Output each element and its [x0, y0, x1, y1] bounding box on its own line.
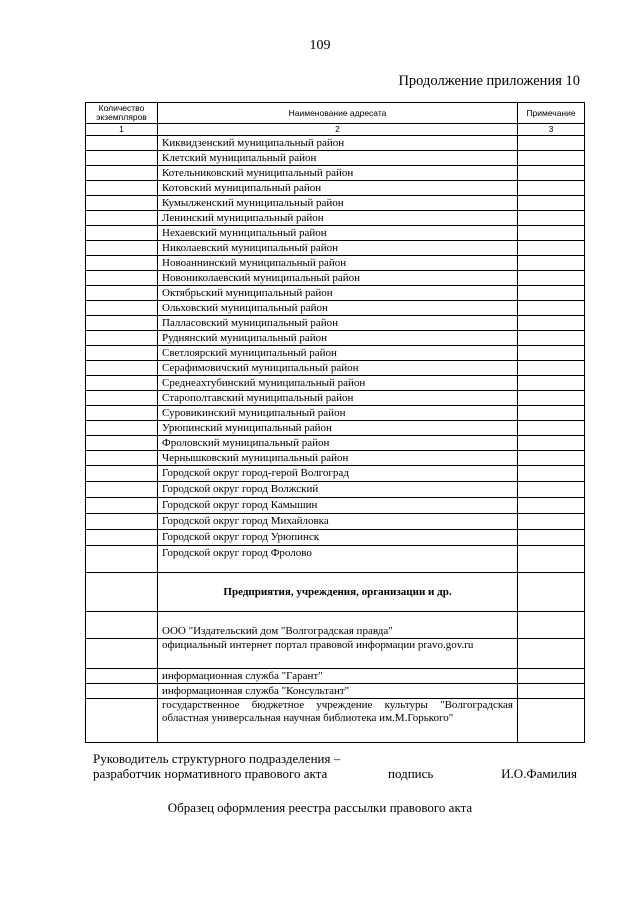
note-cell — [518, 530, 585, 546]
note-cell — [518, 286, 585, 301]
table-row — [86, 166, 585, 181]
note-cell — [518, 136, 585, 151]
recipient-name: Ольховский муниципальный район — [158, 301, 518, 316]
copies-cell — [86, 451, 158, 466]
copies-cell — [86, 546, 158, 573]
copies-cell — [86, 331, 158, 346]
table-row — [86, 514, 585, 530]
copies-cell — [86, 241, 158, 256]
recipient-name: Городской округ город Урюпинск — [158, 530, 518, 546]
note-cell — [518, 498, 585, 514]
note-cell — [518, 346, 585, 361]
recipient-name: информационная служба "Консультант" — [158, 684, 518, 699]
table-row — [86, 406, 585, 421]
recipient-name: Нехаевский муниципальный район — [158, 226, 518, 241]
recipient-name: Фроловский муниципальный район — [158, 436, 518, 451]
table-row — [86, 226, 585, 241]
copies-cell — [86, 406, 158, 421]
copies-cell — [86, 436, 158, 451]
table-row — [86, 196, 585, 211]
recipient-name: ООО "Издательский дом "Волгоградская правда" — [158, 612, 518, 639]
note-cell — [518, 361, 585, 376]
table-row — [86, 376, 585, 391]
recipient-name: Октябрьский муниципальный район — [158, 286, 518, 301]
table-row — [86, 286, 585, 301]
recipient-name: Городской округ город-герой Волгоград — [158, 466, 518, 482]
signature-block — [93, 751, 583, 781]
note-cell — [518, 271, 585, 286]
recipient-name: Чернышковский муниципальный район — [158, 451, 518, 466]
recipient-name: Котельниковский муниципальный район — [158, 166, 518, 181]
note-cell — [518, 376, 585, 391]
note-cell — [518, 181, 585, 196]
recipient-name: государственное бюджетное учреждение культуры "Волгоградская областная универсальная научная библиотека им.М.Горького" — [158, 699, 518, 743]
copies-cell — [86, 226, 158, 241]
note-cell — [518, 639, 585, 669]
table-row — [86, 331, 585, 346]
note-cell — [518, 316, 585, 331]
recipient-name: Новониколаевский муниципальный район — [158, 271, 518, 286]
table-row — [86, 421, 585, 436]
table-row — [86, 181, 585, 196]
header-recipient: Наименование адресата — [158, 103, 518, 124]
note-cell — [518, 391, 585, 406]
table-row — [86, 436, 585, 451]
copies-cell — [86, 391, 158, 406]
table-row — [86, 346, 585, 361]
col-number-1: 1 — [86, 124, 158, 136]
recipient-name: Серафимовичский муниципальный район — [158, 361, 518, 376]
signature-name: И.О.Фамилия — [501, 766, 577, 781]
copies-cell — [86, 151, 158, 166]
recipient-name: Старополтавский муниципальный район — [158, 391, 518, 406]
recipient-name: Ленинский муниципальный район — [158, 211, 518, 226]
note-cell — [518, 699, 585, 743]
recipient-name: Городской округ город Волжский — [158, 482, 518, 498]
note-cell — [518, 331, 585, 346]
table-row — [86, 612, 585, 639]
table-row — [86, 271, 585, 286]
copies-cell — [86, 514, 158, 530]
copies-cell — [86, 316, 158, 331]
copies-cell — [86, 612, 158, 639]
recipient-name: Николаевский муниципальный район — [158, 241, 518, 256]
section-title: Предприятия, учреждения, организации и др. — [158, 573, 518, 612]
copies-cell — [86, 271, 158, 286]
copies-cell — [86, 211, 158, 226]
signature-placeholder: подпись — [388, 766, 434, 781]
table-row — [86, 546, 585, 573]
table-row — [86, 451, 585, 466]
section-header-row — [86, 573, 585, 612]
note-cell — [518, 226, 585, 241]
recipient-name: Светлоярский муниципальный район — [158, 346, 518, 361]
recipient-name: Городской округ город Фролово — [158, 546, 518, 573]
note-cell — [518, 166, 585, 181]
recipient-name: Урюпинский муниципальный район — [158, 421, 518, 436]
table-row — [86, 151, 585, 166]
appendix-title: Продолжение приложения 10 — [398, 73, 580, 89]
table-row — [86, 498, 585, 514]
table-row — [86, 301, 585, 316]
recipient-name: Палласовский муниципальный район — [158, 316, 518, 331]
copies-cell — [86, 482, 158, 498]
note-cell — [518, 151, 585, 166]
table-row — [86, 211, 585, 226]
header-note: Примечание — [518, 103, 585, 124]
copies-cell — [86, 699, 158, 743]
table-row — [86, 466, 585, 482]
note-cell — [518, 514, 585, 530]
table-row — [86, 482, 585, 498]
table-row — [86, 699, 585, 743]
copies-cell — [86, 376, 158, 391]
recipient-name: Суровикинский муниципальный район — [158, 406, 518, 421]
copies-cell — [86, 466, 158, 482]
copies-cell — [86, 136, 158, 151]
recipient-name: Кумылженский муниципальный район — [158, 196, 518, 211]
col-number-3: 3 — [518, 124, 585, 136]
table-row — [86, 241, 585, 256]
table-row — [86, 136, 585, 151]
note-cell — [518, 421, 585, 436]
recipient-name: Котовский муниципальный район — [158, 181, 518, 196]
note-cell — [518, 301, 585, 316]
recipient-name: информационная служба "Гарант" — [158, 669, 518, 684]
note-cell — [518, 196, 585, 211]
copies-cell — [86, 301, 158, 316]
note-cell — [518, 451, 585, 466]
copies-cell — [86, 196, 158, 211]
signature-position-line2: разработчик нормативного правового акта — [93, 766, 328, 781]
header-copies: Количество экземпляров — [86, 103, 158, 124]
copies-cell — [86, 421, 158, 436]
recipient-name: Городской округ город Камышин — [158, 498, 518, 514]
note-cell — [518, 436, 585, 451]
page-number: 109 — [309, 38, 331, 53]
recipient-name: Городской округ город Михайловка — [158, 514, 518, 530]
table-row — [86, 684, 585, 699]
copies-cell — [86, 684, 158, 699]
table-row — [86, 361, 585, 376]
recipient-name: Руднянский муниципальный район — [158, 331, 518, 346]
note-cell — [518, 466, 585, 482]
mailing-registry-table — [85, 102, 585, 743]
copies-cell — [86, 639, 158, 669]
note-cell — [518, 482, 585, 498]
copies-cell — [86, 181, 158, 196]
copies-cell — [86, 346, 158, 361]
copies-cell — [86, 530, 158, 546]
note-cell — [518, 211, 585, 226]
copies-cell — [86, 498, 158, 514]
note-cell — [518, 406, 585, 421]
recipient-name: Клетский муниципальный район — [158, 151, 518, 166]
copies-cell — [86, 573, 158, 612]
note-cell — [518, 684, 585, 699]
recipient-name: Киквидзенский муниципальный район — [158, 136, 518, 151]
table-row — [86, 669, 585, 684]
table-row — [86, 391, 585, 406]
table-row — [86, 256, 585, 271]
recipient-name: официальный интернет портал правовой информации pravo.gov.ru — [158, 639, 518, 669]
note-cell — [518, 573, 585, 612]
copies-cell — [86, 166, 158, 181]
col-number-2: 2 — [158, 124, 518, 136]
signature-line2 — [93, 766, 583, 781]
recipient-name: Новоаннинский муниципальный район — [158, 256, 518, 271]
document-caption: Образец оформления реестра рассылки правового акта — [167, 800, 473, 815]
table-row — [86, 530, 585, 546]
copies-cell — [86, 286, 158, 301]
note-cell — [518, 256, 585, 271]
note-cell — [518, 612, 585, 639]
copies-cell — [86, 256, 158, 271]
note-cell — [518, 546, 585, 573]
copies-cell — [86, 361, 158, 376]
table-row — [86, 639, 585, 669]
copies-cell — [86, 669, 158, 684]
table-row — [86, 316, 585, 331]
signature-position-line1: Руководитель структурного подразделения – — [93, 751, 341, 766]
note-cell — [518, 669, 585, 684]
note-cell — [518, 241, 585, 256]
recipient-name: Среднеахтубинский муниципальный район — [158, 376, 518, 391]
